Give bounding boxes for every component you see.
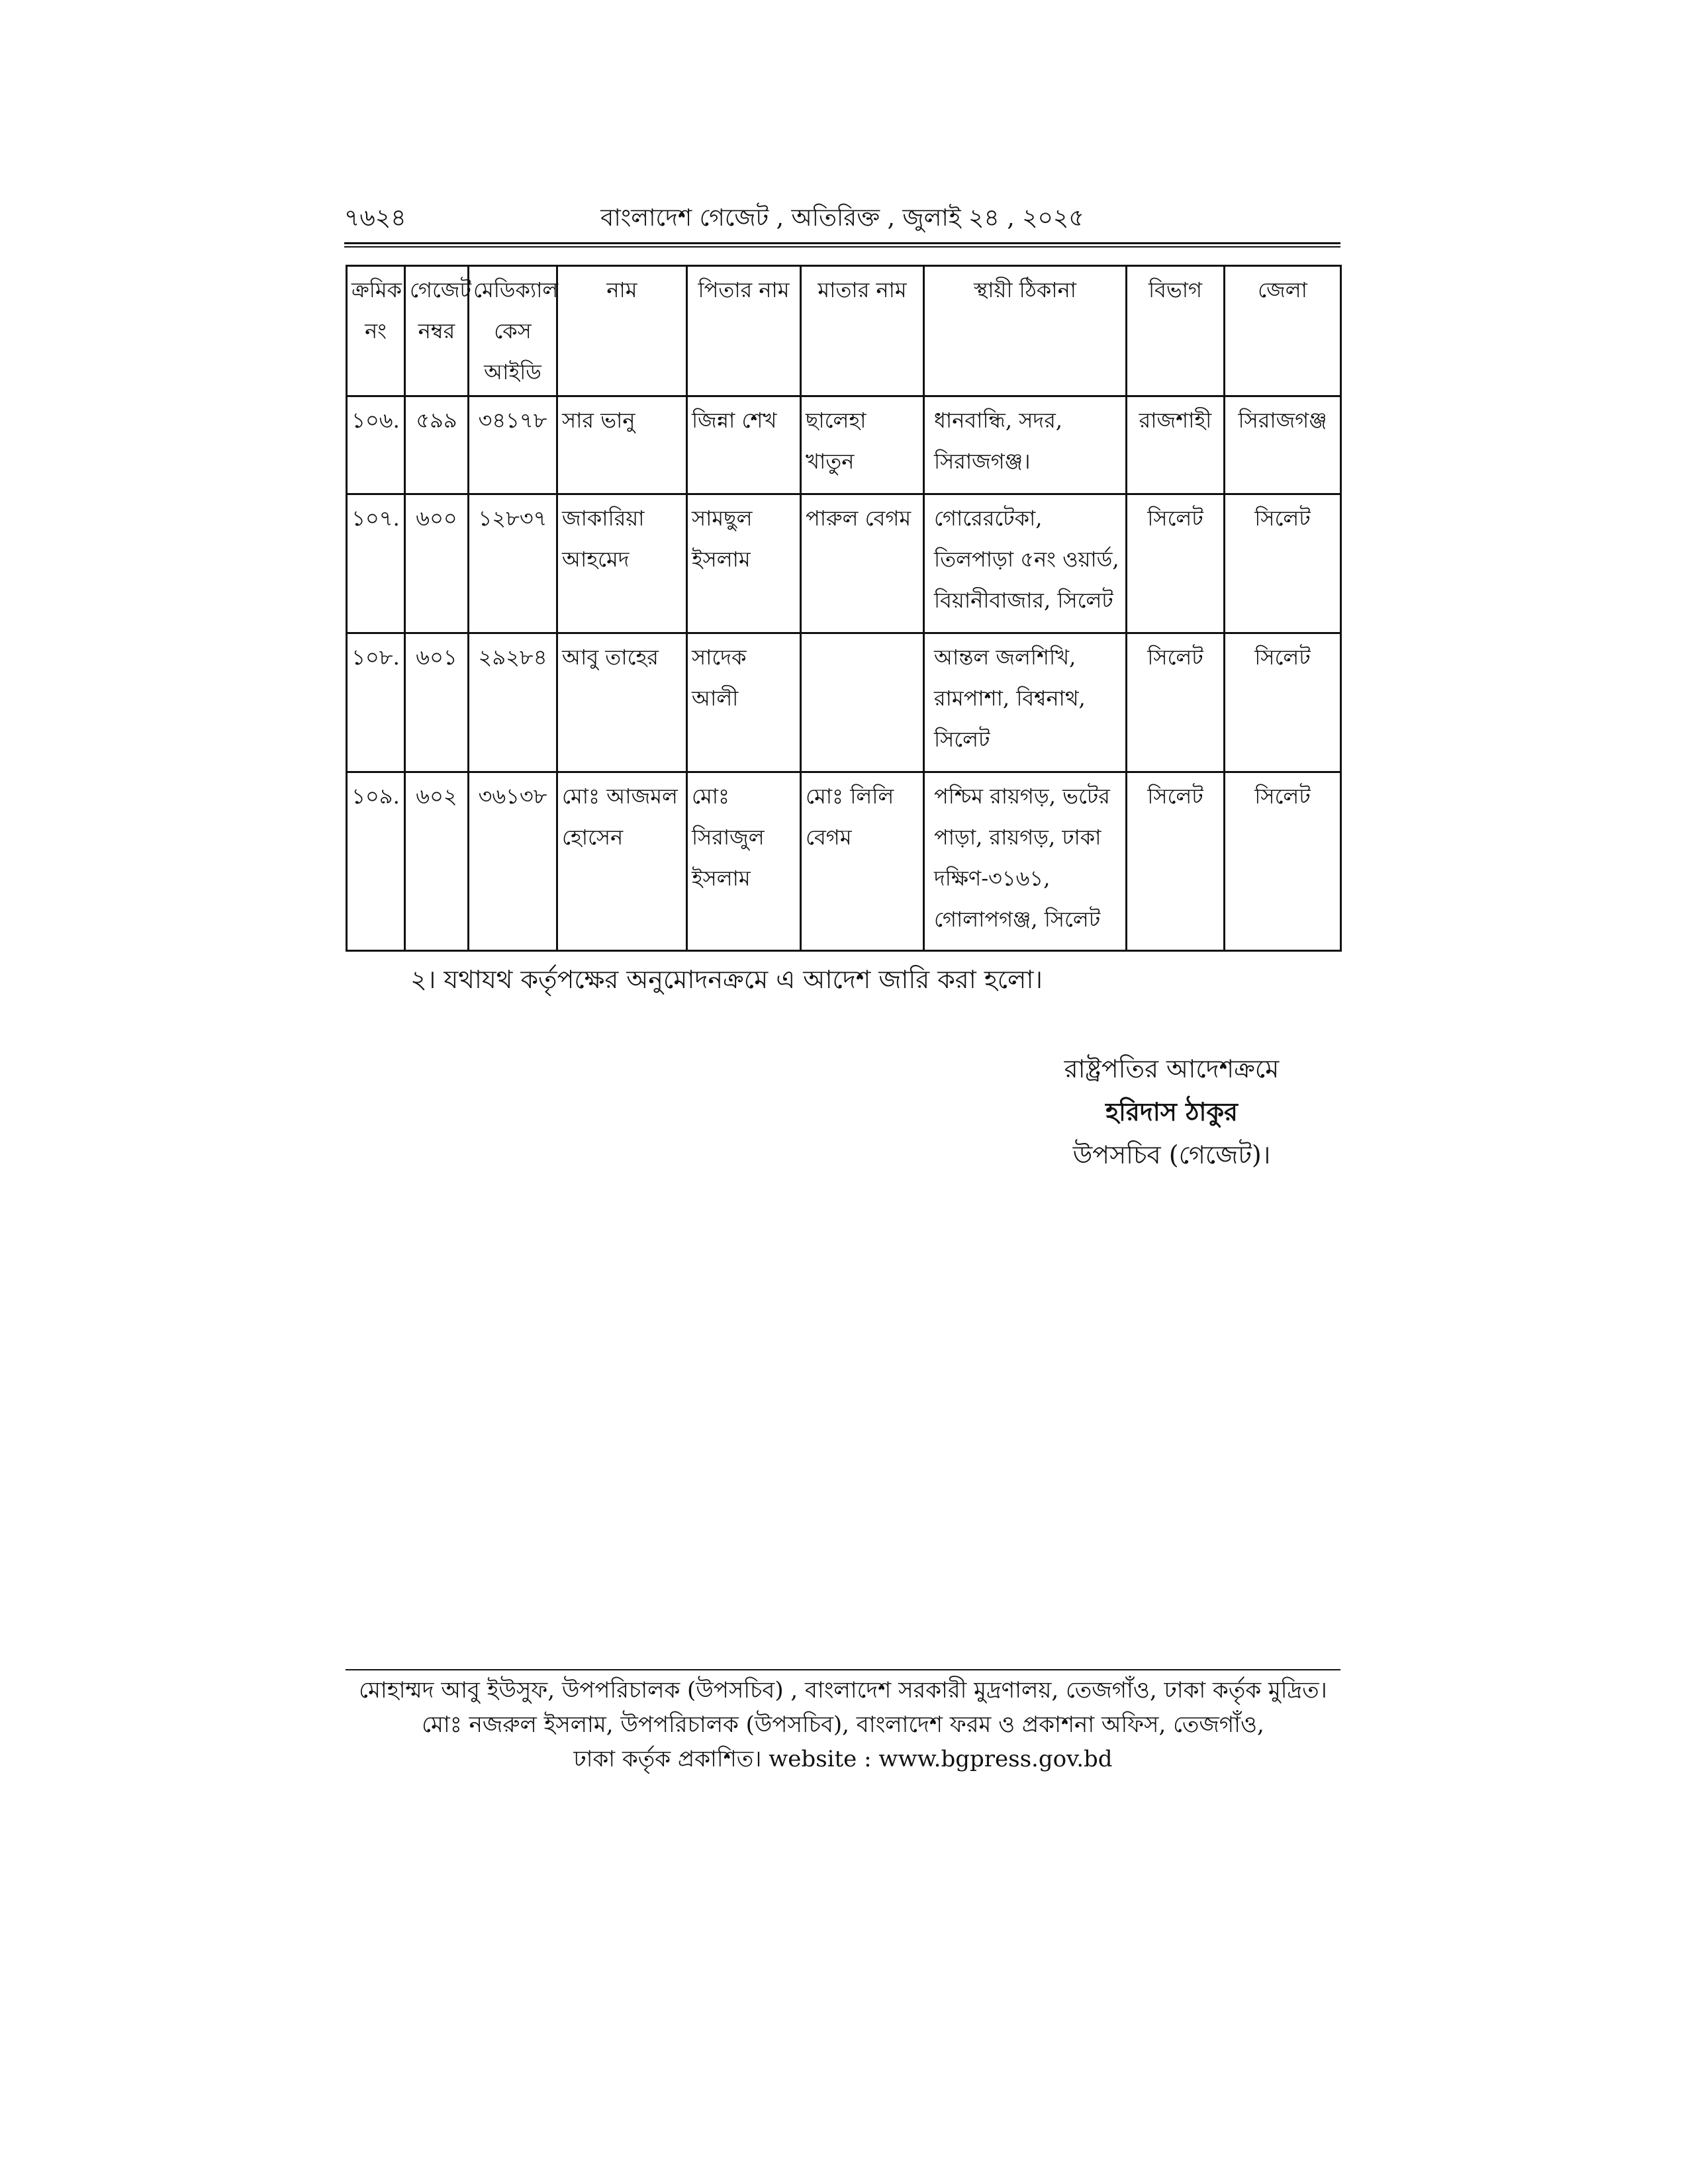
gazette-title: বাংলাদেশ গেজেট , অতিরিক্ত , জুলাই ২৪ , ২০২৫ <box>600 205 1084 232</box>
gazette-no-cell: ৬০১ <box>405 633 469 772</box>
district-cell: সিরাজগঞ্জ <box>1225 396 1341 494</box>
table-row <box>347 633 1341 772</box>
table-row <box>347 396 1341 494</box>
column-header: পিতার নাম <box>687 266 801 396</box>
signature-authority: রাষ্ট্রপতির আদেশক্রমে <box>1064 1054 1280 1083</box>
signatory-designation: উপসচিব (গেজেট)। <box>1072 1140 1271 1169</box>
order-paragraph: ২। যথাযথ কর্তৃপক্ষের অনুমোদনক্রমে এ আদেশ জারি করা হলো। <box>410 965 1043 994</box>
gazette-no-cell: ৬০০ <box>405 494 469 633</box>
table-row <box>347 772 1341 951</box>
name-cell: আবু তাহের <box>557 633 687 772</box>
case-id-cell: ১২৮৩৭ <box>469 494 557 633</box>
table-row <box>347 494 1341 633</box>
gazette-no-cell: ৫৯৯ <box>405 396 469 494</box>
address-cell: পশ্চিম রায়গড়, ভটের পাড়া, রায়গড়, ঢাকা দক্ষিণ-৩১৬১, গোলাপগঞ্জ, সিলেট <box>924 772 1127 951</box>
serial-cell: ১০৭. <box>347 494 405 633</box>
footer-rule <box>346 1669 1340 1670</box>
name-cell: সার ভানু <box>557 396 687 494</box>
division-cell: সিলেট <box>1127 633 1225 772</box>
header-rule <box>344 242 1340 248</box>
gazette-table <box>346 265 1342 952</box>
serial-cell: ১০৬. <box>347 396 405 494</box>
footer-website-line: ঢাকা কর্তৃক প্রকাশিত। website : www.bgpress.gov.bd <box>573 1746 1113 1772</box>
column-header: গেজেট নম্বর <box>405 266 469 396</box>
father-cell: সামছুল ইসলাম <box>687 494 801 633</box>
name-cell: জাকারিয়া আহমেদ <box>557 494 687 633</box>
father-cell: সাদেক আলী <box>687 633 801 772</box>
father-cell: মোঃ সিরাজুল ইসলাম <box>687 772 801 951</box>
mother-cell <box>801 633 924 772</box>
gazette-no-cell: ৬০২ <box>405 772 469 951</box>
serial-cell: ১০৮. <box>347 633 405 772</box>
address-cell: আন্তল জলশিখি, রামপাশা, বিশ্বনাথ, সিলেট <box>924 633 1127 772</box>
footer-publisher-line: মোঃ নজরুল ইসলাম, উপপরিচালক (উপসচিব), বাংলাদেশ ফরম ও প্রকাশনা অফিস, তেজগাঁও, <box>422 1711 1264 1738</box>
signatory-name: হরিদাস ঠাকুর <box>1105 1097 1238 1126</box>
footer-printer-line: মোহাম্মদ আবু ইউসুফ, উপপরিচালক (উপসচিব) , বাংলাদেশ সরকারী মুদ্রণালয়, তেজগাঁও, ঢাকা কর্তৃক মুদ্রিত। <box>359 1677 1327 1704</box>
division-cell: সিলেট <box>1127 494 1225 633</box>
mother-cell: ছালেহা খাতুন <box>801 396 924 494</box>
column-header: বিভাগ <box>1127 266 1225 396</box>
case-id-cell: ৩৬১৩৮ <box>469 772 557 951</box>
table-header-row <box>347 266 1341 396</box>
district-cell: সিলেট <box>1225 772 1341 951</box>
case-id-cell: ২৯২৮৪ <box>469 633 557 772</box>
serial-cell: ১০৯. <box>347 772 405 951</box>
mother-cell: পারুল বেগম <box>801 494 924 633</box>
division-cell: সিলেট <box>1127 772 1225 951</box>
column-header: নাম <box>557 266 687 396</box>
column-header: ক্রমিক নং <box>347 266 405 396</box>
district-cell: সিলেট <box>1225 494 1341 633</box>
column-header: মেডিক্যাল কেস আইডি <box>469 266 557 396</box>
column-header: স্থায়ী ঠিকানা <box>924 266 1127 396</box>
district-cell: সিলেট <box>1225 633 1341 772</box>
division-cell: রাজশাহী <box>1127 396 1225 494</box>
father-cell: জিন্না শেখ <box>687 396 801 494</box>
mother-cell: মোঃ লিলি বেগম <box>801 772 924 951</box>
case-id-cell: ৩৪১৭৮ <box>469 396 557 494</box>
page-number: ৭৬২৪ <box>344 205 406 232</box>
address-cell: গোরেরটেকা, তিলপাড়া ৫নং ওয়ার্ড, বিয়ানীবাজার, সিলেট <box>924 494 1127 633</box>
page-header <box>344 199 1340 238</box>
column-header: মাতার নাম <box>801 266 924 396</box>
address-cell: ধানবান্ধি, সদর, সিরাজগঞ্জ। <box>924 396 1127 494</box>
column-header: জেলা <box>1225 266 1341 396</box>
name-cell: মোঃ আজমল হোসেন <box>557 772 687 951</box>
